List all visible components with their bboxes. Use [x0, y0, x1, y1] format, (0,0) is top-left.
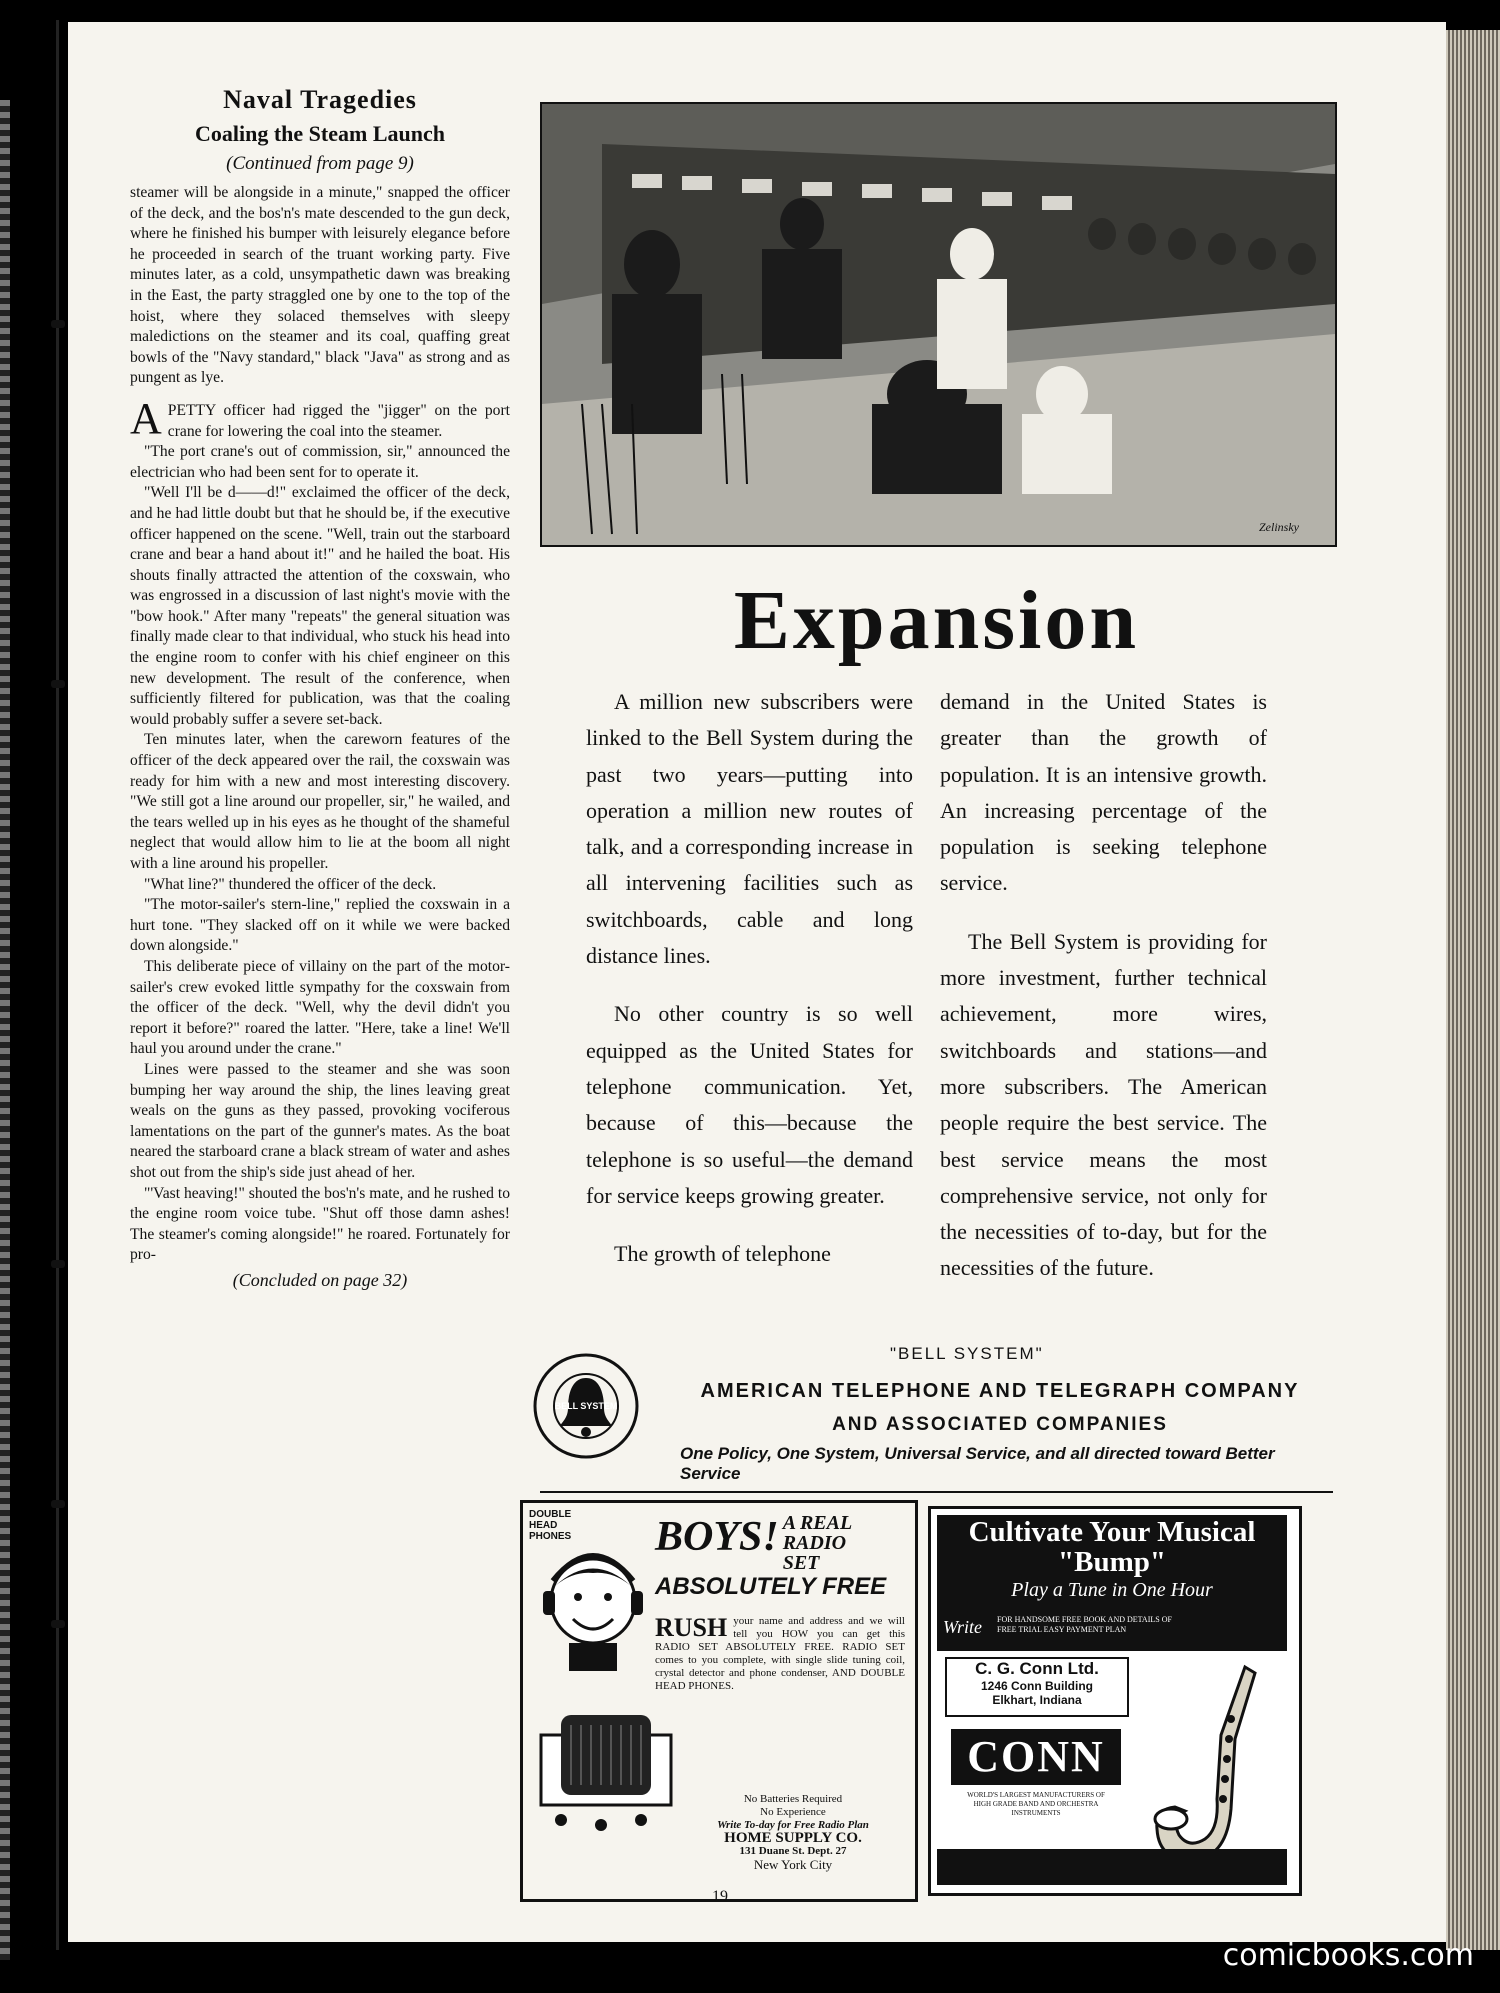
continued-note: (Continued from page 9)	[226, 153, 414, 174]
story-paragraph: Ten minutes later, when the careworn features of the officer of the deck appeared over the rail, the coxswain was ready for him with a new and most interesting discovery. "We still got a line around our propeller, sir," he wailed, and the tears welled up in his eyes as he thought of the shameful neglect that would allow him to lie at the boom all night with a line around his propeller.	[130, 731, 510, 872]
radio-ad-footer	[693, 1793, 893, 1871]
seal-text: BELL SYSTEM	[554, 1401, 618, 1411]
radio-set-icon	[531, 1695, 691, 1845]
boys-headline: BOYS!	[655, 1514, 779, 1560]
conn-instrument-ad	[928, 1506, 1302, 1896]
story-paragraph: Lines were passed to the steamer and she was soon bumping her way around the ship, the lines leaving great weals on the guns as they passed, provoking vociferous lamentations on the part of the gunner's mates. As the boat neared the starboard crane a black stream of water and ashes shot out from the ship's side just ahead of her.	[130, 1060, 510, 1181]
ad-column-1	[586, 684, 913, 1272]
bell-system-label: "BELL SYSTEM"	[890, 1344, 1044, 1363]
home-supply-city: New York City	[753, 1857, 833, 1872]
conn-headline: Cultivate Your Musical "Bump"	[937, 1515, 1287, 1613]
boys-headline-2: A REAL RADIO SET	[782, 1512, 852, 1574]
ad-column-2	[940, 684, 1267, 1287]
page-number: 19	[712, 1888, 728, 1905]
write-today-line: Write To-day for Free Radio Plan	[717, 1819, 869, 1831]
ad-paragraph: No other country is so well equipped as the United States for telephone communication. Yet, because of this—because the telephone is so useful—the demand for service keeps growing greater.	[586, 1001, 913, 1208]
conn-address-box	[945, 1657, 1129, 1717]
no-experience-line: No Experience	[760, 1806, 826, 1818]
conn-bottom-bar	[937, 1849, 1287, 1885]
ad-headline: Expansion	[733, 574, 1140, 667]
saxophone-icon	[1127, 1659, 1287, 1879]
story-title: Naval Tragedies	[223, 85, 417, 114]
divider-rule	[540, 1491, 1333, 1493]
artist-signature: Zelinsky	[1259, 520, 1299, 534]
radio-ad-text	[655, 1513, 905, 1601]
story-column	[130, 85, 510, 1291]
story-paragraph: "The port crane's out of commission, sir," announced the electrician who had been sent for to operate it.	[130, 443, 510, 481]
ad-paragraph: A million new subscribers were linked to the Bell System during the past two years—putting into operation a million new routes of talk, and a corresponding increase in all intervening facilities such as switchboards, cable and long distance lines.	[586, 689, 913, 969]
story-paragraph: "Well I'll be d——d!" exclaimed the officer of the deck, and he had little doubt but that he should be, if the executive officer happened on the scene. "Well, train out the starboard crane and bear a hand about it!" and he hailed the boat. His shouts finally attracted the attention of the coxswain, who was engrossed in a discussion of last night's movie with the "bow hook." After many "repeats" the general situation was finally made clear to that individual, who stuck his head into the engine room to confer with his chief engineer on this new development. The result of the conference, when sufficiently filtered for publication, was that the coaling would probably suffer a severe set-back.	[130, 484, 510, 728]
conn-logo: CONN	[951, 1729, 1121, 1785]
no-batteries-line: No Batteries Required	[743, 1793, 843, 1805]
rush-label: RUSH	[655, 1613, 728, 1642]
story-paragraph: "The motor-sailer's stern-line," replied the coxswain in a hurt tone. "They slacked off on it while we were backed down alongside."	[130, 896, 510, 955]
company-motto: One Policy, One System, Universal Service, and all directed toward Better Service	[680, 1444, 1275, 1483]
conn-company: C. G. Conn Ltd.	[975, 1659, 1099, 1678]
story-paragraph: "'Vast heaving!" shouted the bos'n's mate, and he rushed to the engine room voice tube. "Shut off those damn ashes! The steamer's coming alongside!" he roared. Fortunately for pro-	[130, 1184, 510, 1264]
conn-logo-small: WORLD'S LARGEST MANUFACTURERS OF HIGH GRADE BAND AND ORCHESTRA INSTRUMENTS	[967, 1791, 1105, 1817]
conn-small-print: FOR HANDSOME FREE BOOK AND DETAILS OF FREE TRIAL EASY PAYMENT PLAN	[997, 1615, 1172, 1634]
story-body	[130, 183, 510, 1266]
site-watermark: comicbooks.com	[1222, 1938, 1474, 1973]
binding-stitching	[56, 20, 73, 1950]
conn-subheadline: Play a Tune in One Hour	[1011, 1579, 1213, 1601]
conn-city: Elkhart, Indiana	[992, 1693, 1082, 1707]
radio-set-ad	[520, 1500, 918, 1902]
story-paragraph: "What line?" thundered the officer of the deck.	[144, 875, 437, 893]
ad-paragraph: The Bell System is providing for more investment, further technical achievement, more wires, switchboards and stations—and more subscribers. The American people require the best service. The best service means the most comprehensive service, not only for the necessities of to-day, but for the necessities of the future.	[940, 928, 1267, 1281]
ad-paragraph: demand in the United States is greater than the growth of population. It is an intensive growth. An increasing percentage of the population is seeking telephone service.	[940, 689, 1267, 896]
ad-paragraph: The growth of telephone	[614, 1241, 831, 1267]
home-supply-address: 131 Duane St. Dept. 27	[739, 1845, 847, 1857]
concluded-note: (Concluded on page 32)	[232, 1269, 408, 1290]
story-subtitle: Coaling the Steam Launch	[195, 121, 445, 146]
conn-building: 1246 Conn Building	[980, 1679, 1093, 1693]
story-paragraph: This deliberate piece of villainy on the part of the motor-sailer's crew evoked little sympathy for the coxswain from the officer of the deck. "Well, why the devil didn't you report it before?" roared the latter. "Here, take a line! We'll haul you around under the crane."	[130, 957, 510, 1058]
boy-face-icon	[533, 1531, 653, 1671]
phones-label: DOUBLE HEAD PHONES	[529, 1509, 572, 1542]
story-paragraph: steamer will be alongside in a minute," snapped the officer of the deck, and the bos'n's mate descended to the gun deck, where he finished his bumper with leisurely elegance before he proceeded in search of the truant working party. Five minutes later, as a cold, unsympathetic dawn was breaking in the East, the party straggled one by one to the top of the hoist, where they solaced themselves with sleepy maledictions on the steamer and its coal, quaffing great bowls of the "Navy standard," black "Java" as strong and as pungent as lye.	[130, 184, 510, 387]
conn-write-bar	[937, 1611, 1287, 1651]
page-edge-strip	[0, 100, 10, 1960]
bell-system-seal-icon	[532, 1352, 640, 1460]
company-name: AMERICAN TELEPHONE AND TELEGRAPH COMPANY	[700, 1380, 1300, 1402]
stacked-page-edges	[1446, 30, 1500, 1950]
switchboard-illustration	[540, 102, 1337, 547]
drop-cap: A	[130, 393, 162, 443]
radio-ad-body: RUSH your name and address and we will tell you HOW you can get this RADIO SET ABSOLUTELY FREE. RADIO SET comes to you complete, with single slide tuning coil, crystal detector and phone condenser, AND DOUBLE HEAD PHONES.	[655, 1613, 905, 1692]
conn-write-label: Write	[943, 1617, 982, 1637]
boys-headline-3: ABSOLUTELY FREE	[655, 1573, 887, 1600]
story-paragraph: APETTY officer had rigged the "jigger" on the port crane for lowering the coal into the steamer.	[130, 393, 510, 443]
associated-companies: AND ASSOCIATED COMPANIES	[832, 1414, 1168, 1435]
home-supply-company: HOME SUPPLY CO.	[724, 1830, 862, 1846]
